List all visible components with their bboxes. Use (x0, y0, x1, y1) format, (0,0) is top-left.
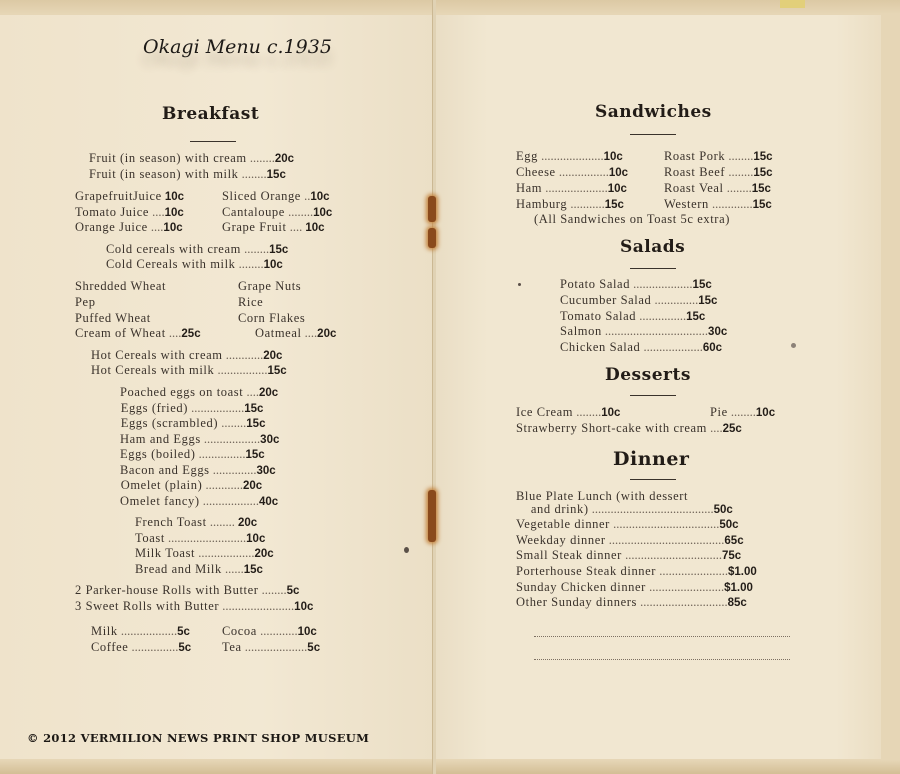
menu-item: Toast .........................10c (135, 531, 266, 545)
menu-item: Fruit (in season) with milk ........15c (89, 167, 286, 181)
salads-heading: Salads (620, 237, 686, 257)
menu-item: Strawberry Short-cake with cream ....25c (516, 421, 742, 435)
page-title: Okagi Menu c.1935 (143, 36, 332, 58)
menu-item: 2 Parker-house Rolls with Butter ........5c (75, 583, 300, 597)
menu-item: Weekday dinner .....................................65c (516, 533, 744, 547)
menu-item: Cantaloupe ........10c (222, 205, 333, 219)
sandwiches-heading: Sandwiches (595, 102, 712, 122)
blank-entry-line (534, 659, 790, 660)
menu-item: Cream of Wheat ....25c (75, 326, 201, 340)
desserts-divider (630, 395, 676, 396)
cereal-name: Corn Flakes (238, 311, 306, 325)
menu-item: Cold Cereals with milk ........10c (106, 257, 283, 271)
menu-item: Cold cereals with cream ........15c (106, 242, 289, 256)
menu-item: Chicken Salad ...................60c (560, 340, 723, 354)
breakfast-divider (190, 141, 236, 142)
menu-item: Fruit (in season) with cream ........20c (89, 151, 295, 165)
salads-divider (630, 268, 676, 269)
booklet-spine (432, 0, 436, 774)
menu-item: Poached eggs on toast ....20c (120, 385, 279, 399)
blank-entry-line (534, 636, 790, 637)
staple-top-a (428, 196, 436, 222)
ink-speck (518, 283, 521, 286)
menu-item: Cocoa ............10c (222, 624, 317, 638)
menu-item: Potato Salad ...................15c (560, 277, 712, 291)
cereal-name: Pep (75, 295, 96, 309)
menu-item: Hamburg ...........15c (516, 197, 624, 211)
menu-item: Roast Pork ........15c (664, 149, 773, 163)
menu-item: Hot Cereals with cream ............20c (91, 348, 283, 362)
cereal-name: Rice (238, 295, 264, 309)
breakfast-heading: Breakfast (162, 104, 260, 124)
menu-item: Grape Fruit .... 10c (222, 220, 325, 234)
menu-item: Porterhouse Steak dinner ......................$1.00 (516, 564, 757, 578)
copyright-notice: © 2012 VERMILION NEWS PRINT SHOP MUSEUM (27, 731, 370, 745)
menu-item: Eggs (scrambled) ........15c (117, 416, 266, 430)
menu-item: Cucumber Salad ..............15c (560, 293, 718, 307)
menu-item: Eggs (fried) .................15c (117, 401, 264, 415)
sandwiches-divider (630, 134, 676, 135)
staple-bottom (428, 490, 436, 542)
menu-item: Omelet (plain) ............20c (117, 478, 263, 492)
menu-item: Pie ........10c (710, 405, 776, 419)
menu-item: Western .............15c (664, 197, 772, 211)
menu-item: Vegetable dinner ..................................50c (516, 517, 739, 531)
menu-item: Coffee ...............5c (91, 640, 192, 654)
menu-item: Hot Cereals with milk ................15c (91, 363, 287, 377)
ink-speck (404, 547, 409, 553)
staple-top-b (428, 228, 436, 248)
ink-speck (791, 343, 796, 348)
menu-item: Bacon and Eggs ..............30c (120, 463, 276, 477)
menu-item: Milk ..................5c (91, 624, 190, 638)
desserts-heading: Desserts (605, 365, 691, 385)
menu-item: Tomato Juice ....10c (75, 205, 184, 219)
menu-item: Ham ....................10c (516, 181, 627, 195)
menu-item: Roast Veal ........15c (664, 181, 771, 195)
menu-item: Oatmeal ....20c (255, 326, 337, 340)
paper-tab (780, 0, 805, 8)
menu-item: Sunday Chicken dinner ........................$1.00 (516, 580, 753, 594)
menu-item: Tomato Salad ...............15c (560, 309, 706, 323)
menu-item: French Toast ........ 20c (135, 515, 258, 529)
menu-item: Tea ....................5c (222, 640, 321, 654)
menu-item: Milk Toast ..................20c (135, 546, 274, 560)
menu-item: and drink) .......................................50c (516, 502, 733, 516)
dinner-heading: Dinner (613, 448, 690, 470)
menu-item: Omelet fancy) ..................40c (120, 494, 279, 508)
menu-item: Orange Juice ....10c (75, 220, 183, 234)
menu-item: 3 Sweet Rolls with Butter .......................10c (75, 599, 314, 613)
menu-item: Other Sunday dinners ............................85c (516, 595, 747, 609)
right-page (434, 15, 881, 759)
menu-item: Egg ....................10c (516, 149, 623, 163)
menu-item: Roast Beef ........15c (664, 165, 773, 179)
menu-item: Ham and Eggs ..................30c (120, 432, 280, 446)
menu-item-line: Blue Plate Lunch (with dessert (516, 489, 689, 503)
cereal-name: Grape Nuts (238, 279, 302, 293)
menu-item: Sliced Orange ..10c (222, 189, 330, 203)
cereal-name: Puffed Wheat (75, 311, 151, 325)
menu-item: Eggs (boiled) ...............15c (120, 447, 265, 461)
menu-item: Salmon .................................30c (560, 324, 728, 338)
menu-item: GrapefruitJuice 10c (75, 189, 185, 203)
dinner-divider (630, 479, 676, 480)
cereal-name: Shredded Wheat (75, 279, 167, 293)
sandwiches-note: (All Sandwiches on Toast 5c extra) (534, 212, 730, 226)
menu-item: Cheese ................10c (516, 165, 629, 179)
menu-item: Ice Cream ........10c (516, 405, 621, 419)
menu-item: Bread and Milk ......15c (135, 562, 263, 576)
menu-item: Small Steak dinner ...............................75c (516, 548, 742, 562)
